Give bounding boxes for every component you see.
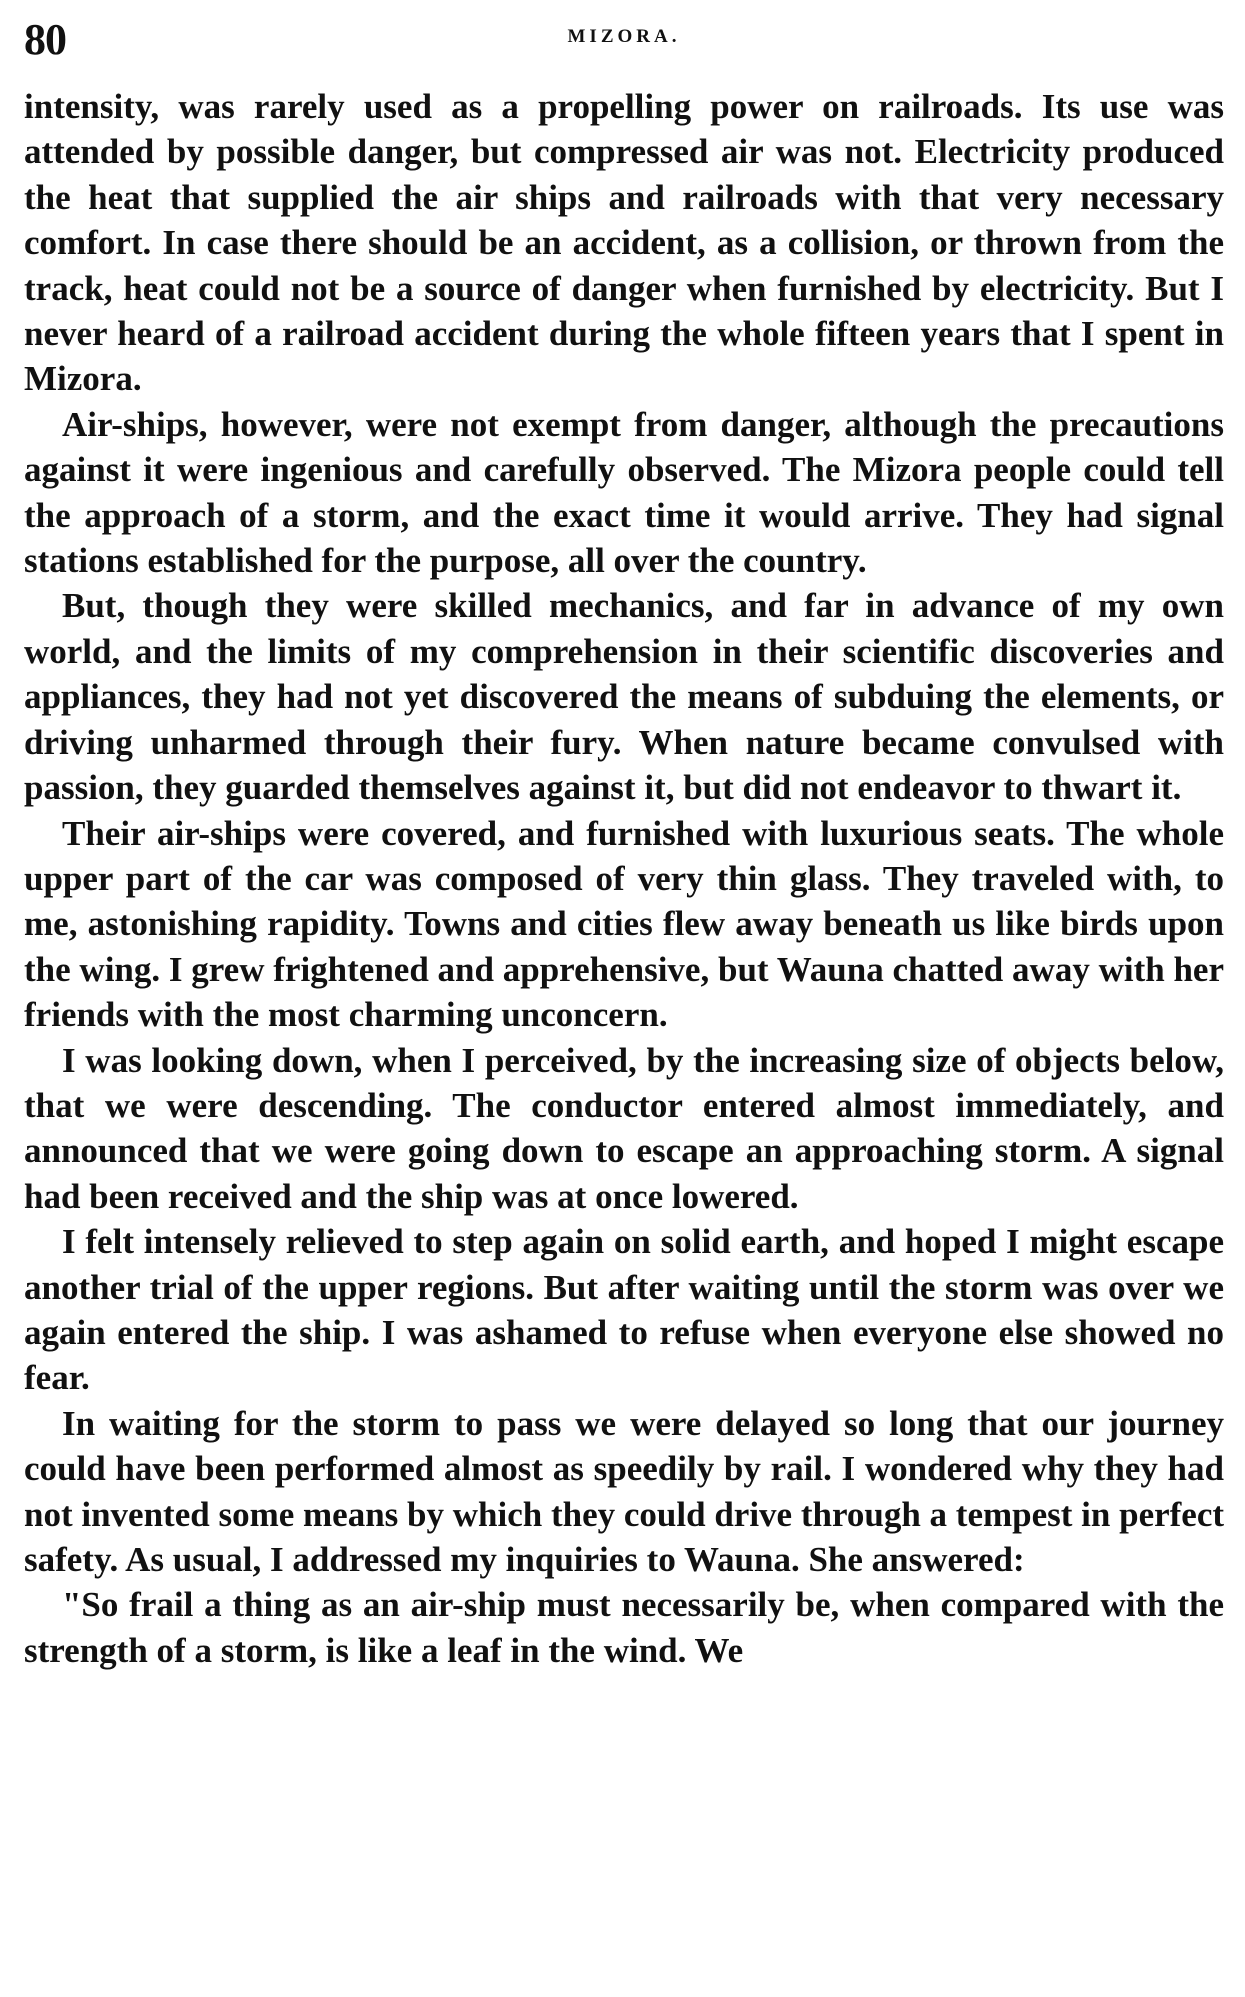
paragraph: I felt intensely relieved to step again on solid earth, and hoped I might escape another trial of the upper regions. But after waiting until the storm was over we again entered the ship. I was ashamed to refuse when everyone else showed no fear. <box>24 1222 1224 1398</box>
paragraph: Their air-ships were covered, and furnished with luxurious seats. The whole upper part of the car was composed of very thin glass. They traveled with, to me, astonishing rapidity. Towns and cities flew away beneath us like birds upon the wing. I grew frightened and apprehensive, but Wauna chatted away with her friends with the most charming unconcern. <box>24 813 1224 1035</box>
book-page <box>24 14 1224 1673</box>
body-text <box>24 84 1224 1673</box>
page-number: 80 <box>24 15 66 64</box>
paragraph: intensity, was rarely used as a propelling power on railroads. Its use was attended by possible danger, but compressed air was not. Electricity produced the heat that supplied the air ships and railroads with that very necessary comfort. In case there should be an accident, as a collision, or thrown from the track, heat could not be a source of danger when furnished by electricity. But I never heard of a railroad accident during the whole fifteen years that I spent in Mizora. <box>24 87 1224 399</box>
paragraph: But, though they were skilled mechanics, and far in advance of my own world, and the limits of my comprehension in their scientific discoveries and appliances, they had not yet discovered the means of subduing the elements, or driving unharmed through their fury. When nature became convulsed with passion, they guarded themselves against it, but did not endeavor to thwart it. <box>24 586 1224 808</box>
paragraph: I was looking down, when I perceived, by the increasing size of objects below, that we were descending. The conductor entered almost immediately, and announced that we were going down to escape an approaching storm. A signal had been received and the ship was at once lowered. <box>24 1040 1224 1216</box>
page-header <box>24 14 1224 84</box>
paragraph: Air-ships, however, were not exempt from danger, although the precautions against it were ingenious and carefully observed. The Mizora people could tell the approach of a storm, and the exact time it would arrive. They had signal stations established for the purpose, all over the country. <box>24 404 1224 581</box>
running-title: MIZORA. <box>567 26 681 47</box>
paragraph: In waiting for the storm to pass we were delayed so long that our journey could have been performed almost as speedily by rail. I wondered why they had not invented some means by which they could drive through a tempest in perfect safety. As usual, I addressed my inquiries to Wauna. She answered: <box>24 1403 1225 1579</box>
paragraph: "So frail a thing as an air-ship must necessarily be, when compared with the strength of a storm, is like a leaf in the wind. We <box>24 1585 1224 1670</box>
